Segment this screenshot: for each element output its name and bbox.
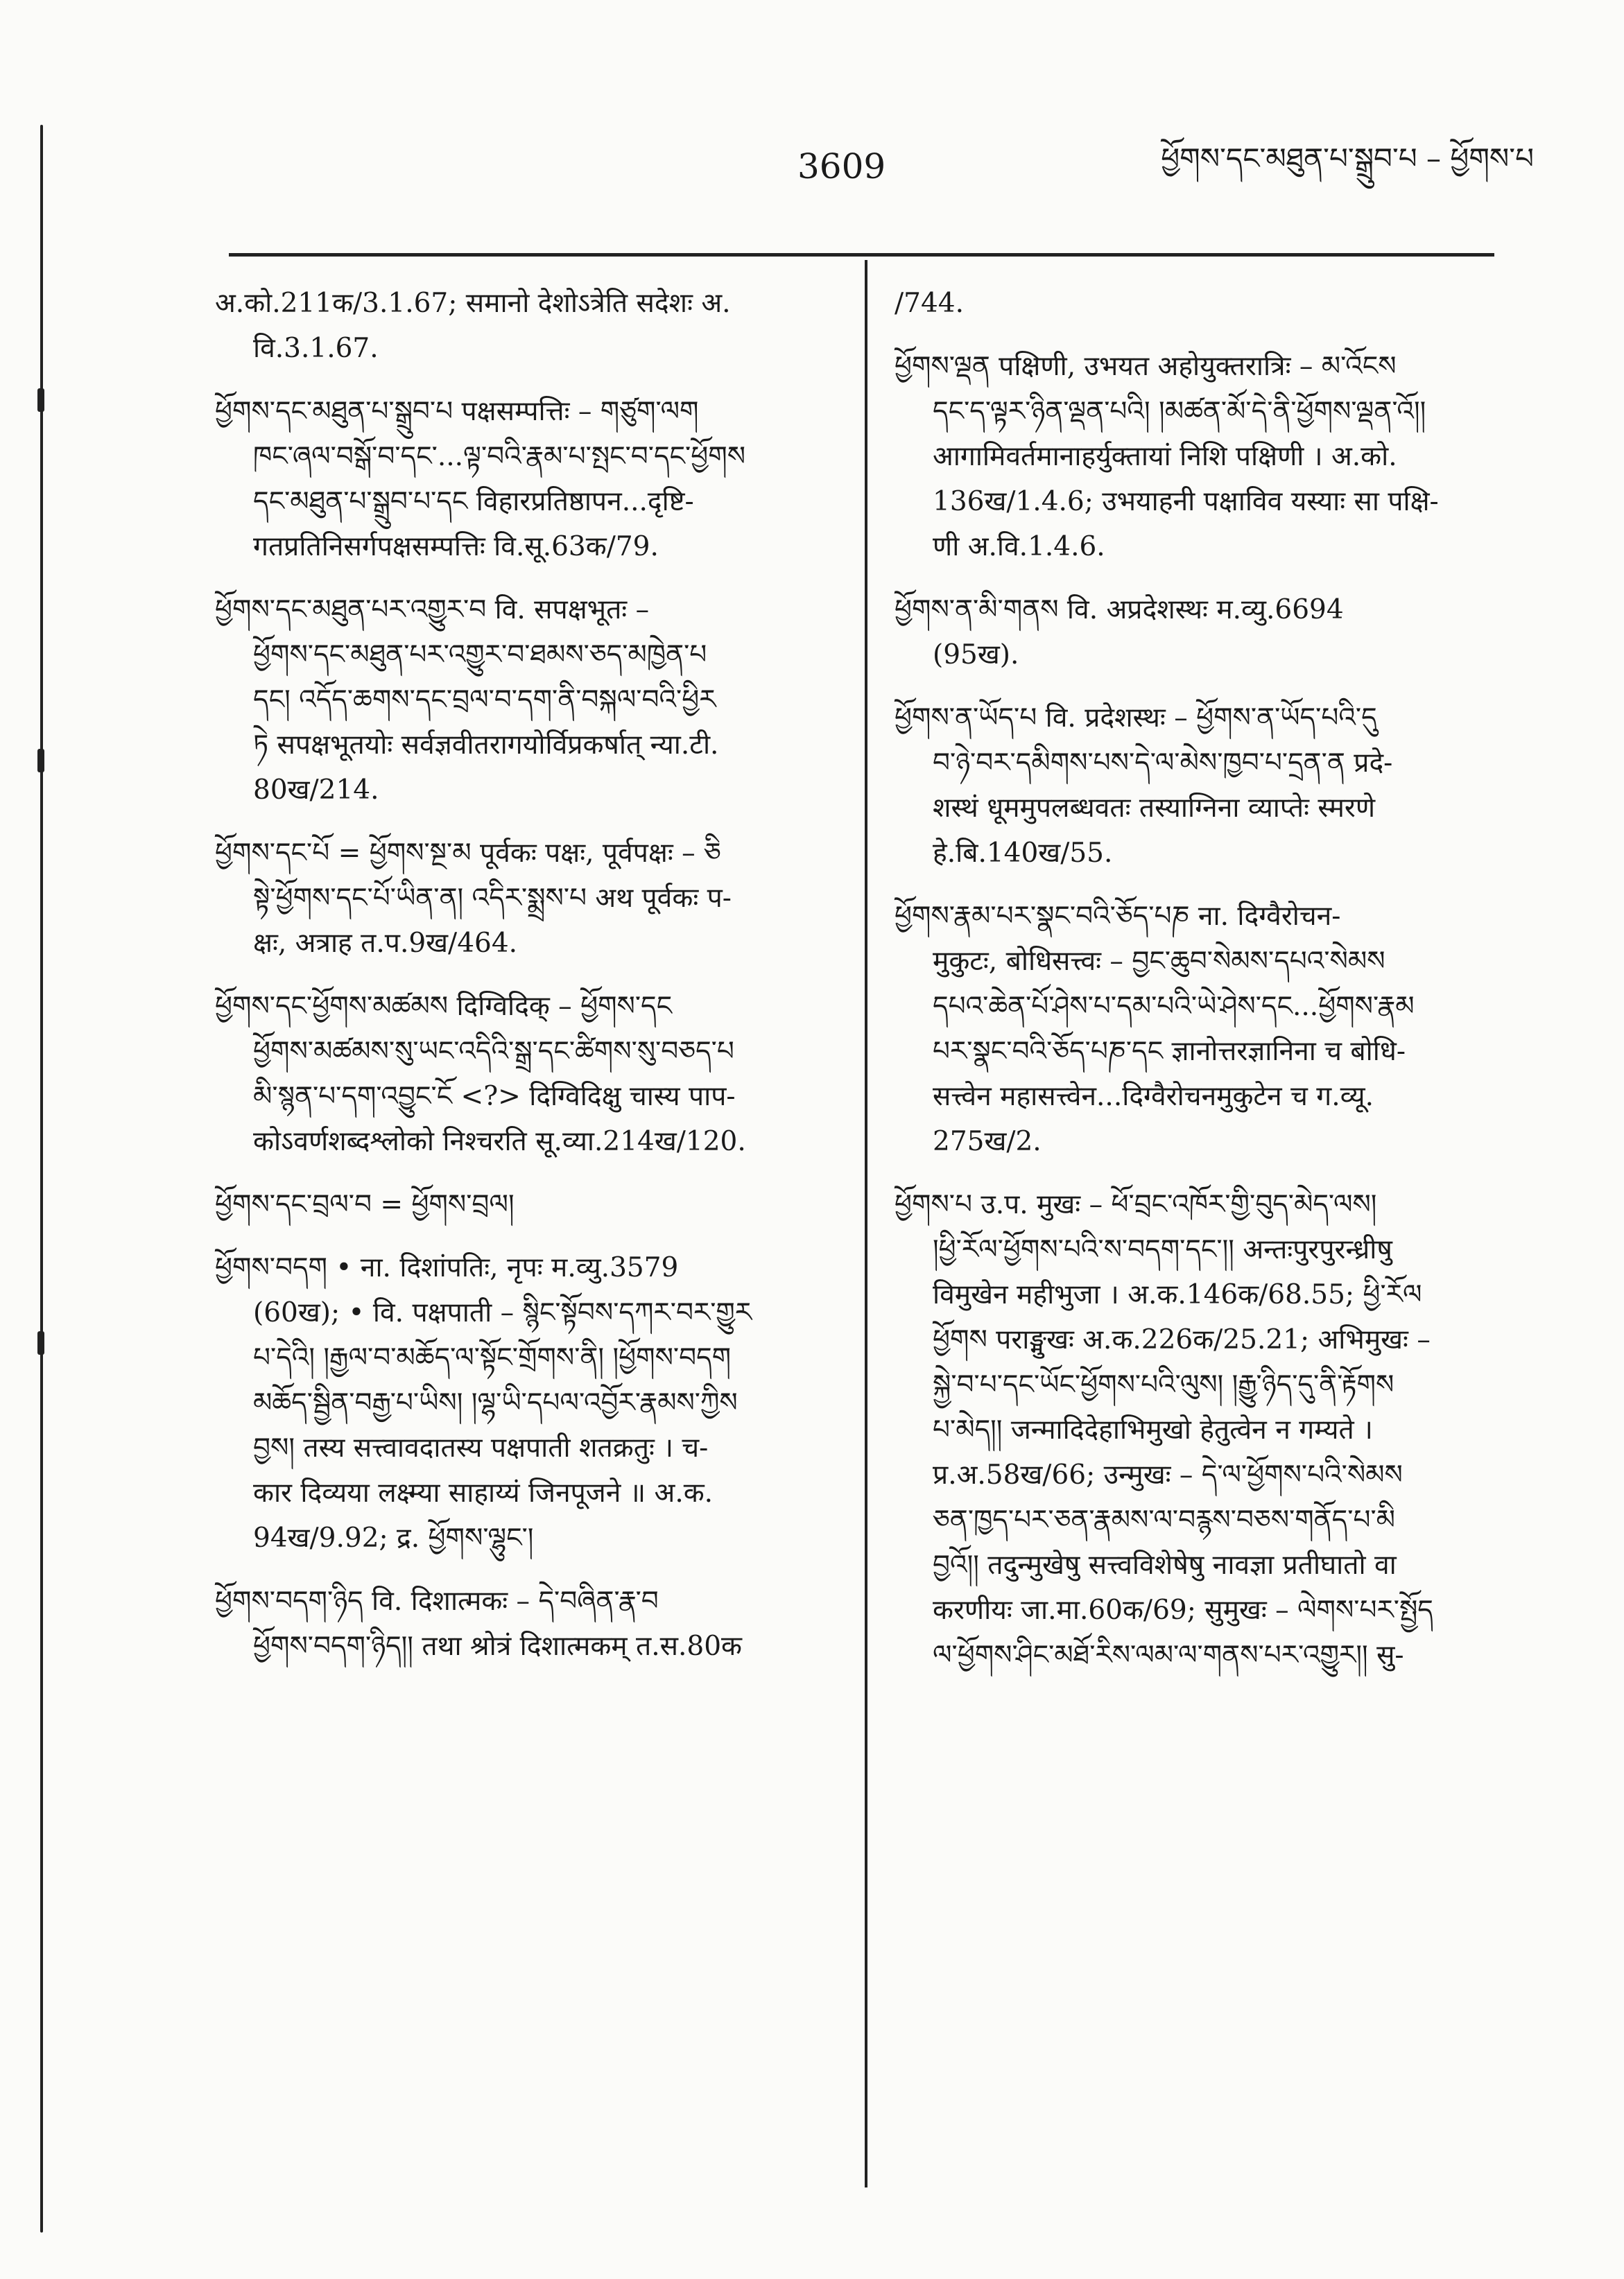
entry-line: དང་མཐུན་པ་སྒྲུབ་པ་དང विहारप्रतिष्ठापन...दृष्टि-: [253, 486, 694, 517]
entry-line: गतप्रतिनिसर्गपक्षसम्पत्तिः वि.सू.63क/79.: [253, 531, 659, 562]
binding-mark: [37, 388, 44, 412]
entry-headword-line: ཕྱོགས་བདག་ཉིད वि. दिशात्मकः – དེ་བཞིན་རྣ་བ: [215, 1586, 659, 1617]
entry-line: བྱའོ།། तदुन्मुखेषु सत्त्वविशेषेषु नावज्ञा प्रतीघातो वा: [933, 1550, 1397, 1581]
entry-line: ཕྱོགས पराङ्मुखः अ.क.226क/25.21; अभिमुखः –: [933, 1324, 1431, 1355]
entry-line: ཁང་ཞལ་བསྒོ་བ་དང་...ལྟ་བའི་རྣམ་པ་སྤང་བ་དང་ཕྱོགས: [253, 441, 746, 472]
entry-line: सत्त्वेन महासत्त्वेन...दिग्वैरोचनमुकुटेन च ग.व्यू.: [933, 1081, 1374, 1112]
entry-line: ཕྱོགས་དང་མཐུན་པར་འགྱུར་བ་ཐམས་ཅད་མཁྱེན་པ: [253, 639, 707, 670]
entry-headword-line: ཕྱོགས་དང་མཐུན་པར་འགྱུར་བ वि. सपक्षभूतः –: [215, 594, 650, 625]
entry-line: ཕྱོགས་མཚམས་སུ་ཡང་འདིའི་སྒྲ་དང་ཚིགས་སུ་བཅད་པ: [253, 1036, 734, 1067]
entry-line: आगामिवर्तमानाहर्युक्तायां निशि पक्षिणी । अ.को.: [933, 441, 1397, 472]
dictionary-entry: [215, 281, 836, 371]
entry-line: करणीयः जा.मा.60क/69; सुमुखः – ལེགས་པར་སྤྱོད: [933, 1595, 1433, 1626]
entry-line: 80ख/214.: [253, 774, 379, 806]
entry-headword-line: अ.को.211क/3.1.67; समानो देशोऽत्रेति सदेशः अ.: [215, 288, 731, 319]
dictionary-entry: [215, 984, 836, 1164]
binding-mark: [37, 1331, 44, 1355]
running-head: ཕྱོགས་དང་མཐུན་པ་སྒྲུབ་པ – ཕྱོགས་པ: [1161, 141, 1534, 175]
entry-headword-line: ཕྱོགས་རྣམ་པར་སྣང་བའི་ཅོད་པཎ ना. दिग्वैरोचन-: [895, 901, 1341, 932]
dictionary-entry: [215, 389, 836, 569]
entry-headword-line: ཕྱོགས་དང་པོ = ཕྱོགས་སྔ་མ पूर्वकः पक्षः, पूर्वपक्षः – ཅི: [215, 838, 721, 869]
page-header: [797, 139, 1534, 194]
left-column: [215, 281, 836, 1687]
entry-line: པ་མེད།། जन्मादिदेहाभिमुखो हेतुत्वेन न गम्यते ।: [933, 1414, 1373, 1446]
entry-line: པར་སྣང་བའི་ཅོད་པཎ་དང ज्ञानोत्तरज्ञानिना च बोधि-: [933, 1036, 1406, 1067]
entry-line: པ་དེའི། །རྒྱལ་བ་མཆོད་ལ་སྟོང་གྲོགས་ནི། །ཕྱོགས་བདག: [253, 1342, 732, 1374]
page-number: 3609: [797, 146, 886, 187]
dictionary-entry: [895, 281, 1491, 326]
entry-headword-line: ཕྱོགས་ན་ཡོད་པ वि. प्रदेशस्थः – ཕྱོགས་ན་ཡོད་པའི་དུ: [895, 702, 1377, 734]
entry-headword-line: ཕྱོགས་ལྡན पक्षिणी, उभयत अहोयुक्तरात्रिः – མ་འོངས: [895, 351, 1397, 382]
entry-line: 275ख/2.: [933, 1126, 1042, 1157]
entry-line: 94ख/9.92; द्र. ཕྱོགས་ལྷུང་།: [253, 1523, 534, 1554]
right-column: [895, 281, 1491, 1696]
entry-line: མི་སྙན་པ་དག་འབྱུང་ངོ <?> दिग्विदिक्षु चास्य पाप-: [253, 1081, 736, 1112]
entry-line: བྱས། तस्य सत्त्वावदातस्य पक्षपाती शतक्रतुः । च-: [253, 1432, 709, 1464]
column-divider: [865, 260, 867, 2187]
entry-line: སྟེ་ཕྱོགས་དང་པོ་ཡིན་ན། འདིར་སྨྲས་པ अथ पूर्वकः प-: [253, 883, 732, 914]
entry-line: प्र.अ.58ख/66; उन्मुखः – དེ་ལ་ཕྱོགས་པའི་སེམས: [933, 1459, 1403, 1491]
entry-line: क्षः, अत्राह त.प.9ख/464.: [253, 928, 518, 959]
entry-line: शस्थं धूममुपलब्धवतः तस्याग्निना व्याप्तेः स्मरणे: [933, 792, 1376, 824]
dictionary-entry: [895, 695, 1491, 876]
header-rule: [229, 253, 1494, 257]
entry-headword-line: ཕྱོགས་དང་བྲལ་བ = ཕྱོགས་བྲལ།: [215, 1189, 515, 1220]
entry-headword-line: ཕྱོགས་དང་ཕྱོགས་མཚམས दिग्विदिक् – ཕྱོགས་དང: [215, 991, 673, 1022]
entry-line: མཆོད་སྦྱིན་བརྒྱ་པ་ཡིས། །ལྷ་ཡི་དཔལ་འབྱོར་རྣམས་ཀྱིས: [253, 1387, 738, 1419]
entry-line: །ཕྱི་རོལ་ཕྱོགས་པའི་ས་བདག་དང་།། अन्तःपुरपुरन्ध्रीषु: [933, 1234, 1392, 1265]
entry-line: ཕྱོགས་བདག་ཉིད།། तथा श्रोत्रं दिशात्मकम् त.स.80क: [253, 1631, 742, 1662]
entry-line: 136ख/1.4.6; उभयाहनी पक्षाविव यस्याः सा पक्षि-: [933, 486, 1439, 517]
dictionary-entry: [895, 894, 1491, 1164]
entry-line: ཅན་ཁྱད་པར་ཅན་རྣམས་ལ་བརྙས་བཅས་གནོད་པ་མི: [933, 1505, 1396, 1536]
entry-line: विमुखेन महीभुजा । अ.क.146क/68.55; ཕྱི་རོལ: [933, 1279, 1422, 1310]
dictionary-entry: [215, 1579, 836, 1669]
entry-line: (95ख).: [933, 639, 1019, 670]
dictionary-entry: [215, 1182, 836, 1227]
entry-line: वि.3.1.67.: [253, 333, 379, 364]
entry-headword-line: ཕྱོགས་དང་མཐུན་པ་སྒྲུབ་པ पक्षसम्पत्तिः – གཙུག་ལག: [215, 396, 699, 427]
entry-line: णी अ.वि.1.4.6.: [933, 531, 1105, 562]
dictionary-entry: [895, 344, 1491, 569]
entry-headword-line: ཕྱོགས་བདག • ना. दिशांपतिः, नृपः म.व्यु.3579: [215, 1252, 679, 1283]
entry-line: कार दिव्यया लक्ष्म्या साहाय्यं जिनपूजने ॥ अ.क.: [253, 1478, 714, 1509]
entry-line: ཏེ सपक्षभूतयोः सर्वज्ञवीतरागयोर्विप्रकर्षात् न्या.टी.: [253, 729, 719, 761]
dictionary-entry: [895, 587, 1491, 677]
dictionary-entry: [215, 831, 836, 966]
binding-edge-line: [40, 125, 43, 2233]
entry-line: བ་ཉེ་བར་དམིགས་པས་དེ་ལ་མེས་ཁྱབ་པ་དྲན་ན प्रदे-: [933, 747, 1393, 779]
entry-line: ལ་ཕྱོགས་ཤིང་མཐོ་རིས་ལམ་ལ་གནས་པར་འགྱུར།། सु-: [933, 1640, 1404, 1671]
entry-headword-line: ཕྱོགས་ན་མི་གནས वि. अप्रदेशस्थः म.व्यु.6694: [895, 594, 1344, 625]
binding-mark: [37, 749, 44, 772]
entry-line: སྐྱེ་བ་པ་དང་ཡོང་ཕྱོགས་པའི་ལུས། །རྒྱུ་ཉིད་དུ་ནི་རྟོགས: [933, 1369, 1394, 1401]
entry-line: हे.बि.140ख/55.: [933, 838, 1113, 869]
dictionary-entry: [895, 1182, 1491, 1678]
dictionary-entry: [215, 587, 836, 813]
entry-line: དང། འདོད་ཆགས་དང་བྲལ་བ་དག་ནི་བསྐལ་བའི་ཕྱིར: [253, 684, 716, 716]
entry-line: कोऽवर्णशब्दश्लोको निश्चरति सू.व्या.214ख/120.: [253, 1126, 746, 1157]
dictionary-entry: [215, 1245, 836, 1561]
entry-line: དཔའ་ཆེན་པོ་ཤེས་པ་དམ་པའི་ཡེ་ཤེས་དང...ཕྱོགས་རྣམ: [933, 991, 1415, 1022]
entry-line: मुकुटः, बोधिसत्त्वः – བྱང་ཆུབ་སེམས་དཔའ་སེམས: [933, 946, 1385, 977]
entry-line: དང་ད་ལྟར་ཉིན་ལྡན་པའི། །མཚན་མོ་དེ་ནི་ཕྱོགས་ལྡན་འོ།།: [933, 396, 1426, 427]
entry-headword-line: /744.: [895, 288, 964, 319]
entry-line: (60ख); • वि. पक्षपाती – སྙིང་སྟོབས་དཀར་བར་གྱུར: [253, 1297, 752, 1328]
entry-headword-line: ཕྱོགས་པ उ.प. मुखः – ཕོ་བྲང་འཁོར་གྱི་བུད་མེད་ལས།: [895, 1189, 1377, 1220]
